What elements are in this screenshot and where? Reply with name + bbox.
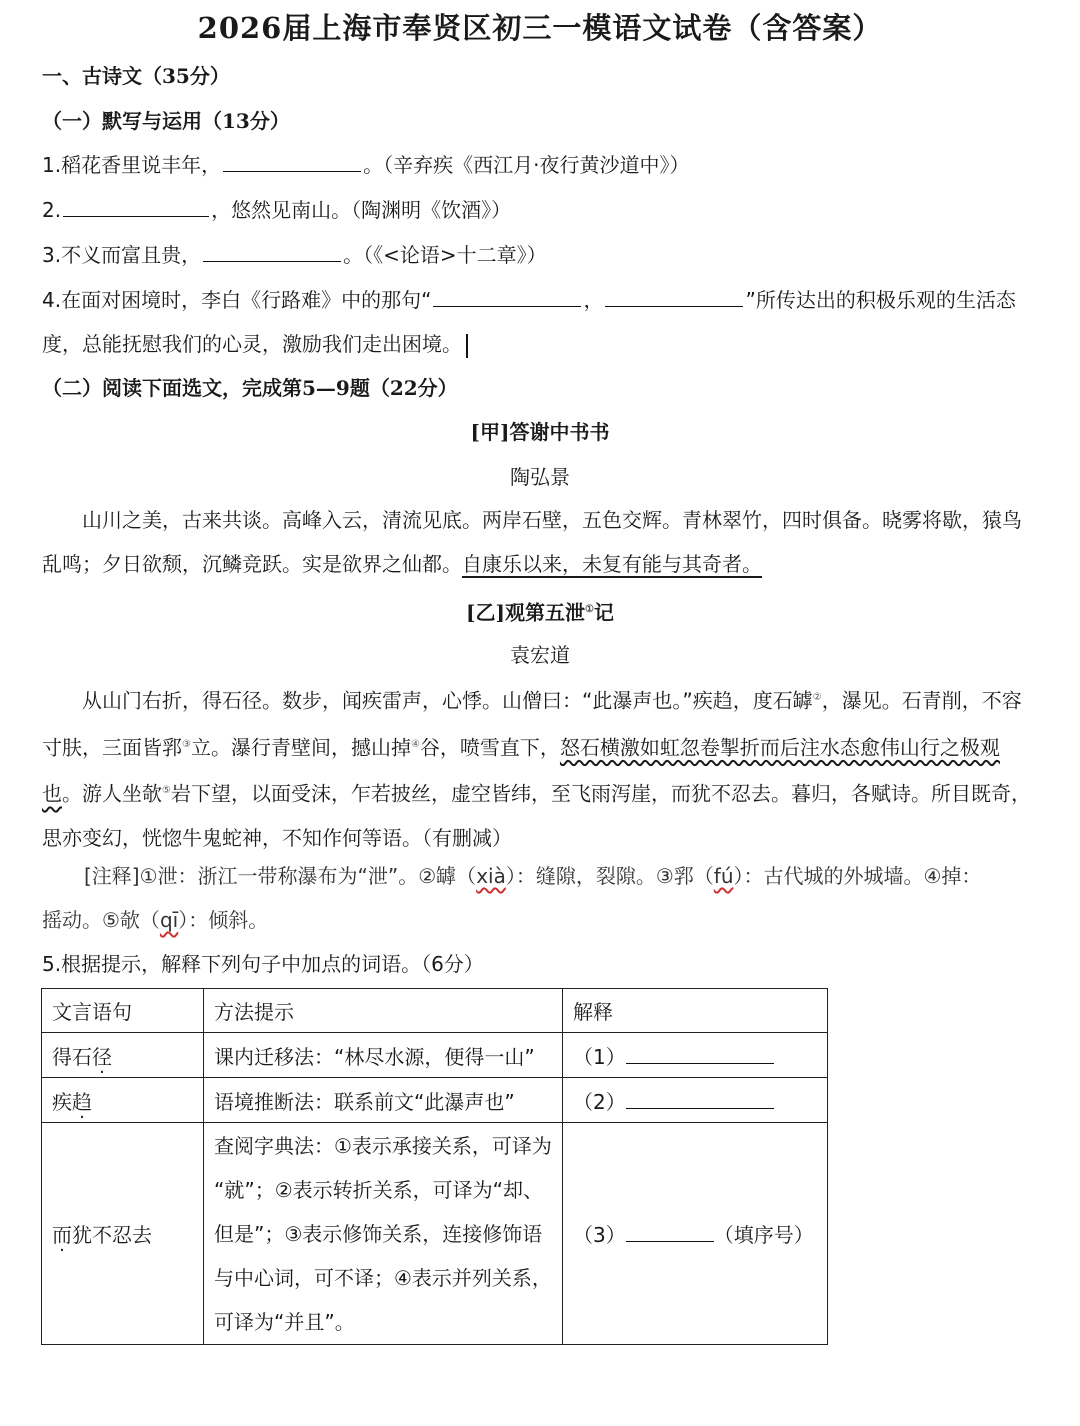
question-4-text-cont: ”所传达出的积极乐观的生活态 <box>745 288 1016 312</box>
table-cell: 课内迁移法：“林尽水源，便得一山” <box>204 1033 563 1078</box>
text-b-title <box>0 596 1080 627</box>
annotation-line-1 <box>84 862 981 890</box>
cell-text: 犹不忍去 <box>72 1223 152 1247</box>
table-cell <box>563 1033 828 1078</box>
text-b-part: ，瀑见。石青削，不容寸肤，三面皆郛 <box>42 688 1022 760</box>
annotation-text: [注释]①泄：浙江一带称瀑布为“泄”。②罅（ <box>84 864 477 888</box>
text-b-author: 袁宏道 <box>510 643 570 667</box>
footnote-marker: ④ <box>410 738 420 750</box>
exam-title: 2026届上海市奉贤区初三一模语文试卷（含答案） <box>197 11 883 45</box>
dotted-word: 趋 <box>72 1089 92 1114</box>
cell-hint: （填序号） <box>713 1223 814 1247</box>
cell-number: （2） <box>573 1089 626 1114</box>
text-b-wavy-sentence: 怒石横激如虹忽卷掣折而后注水态愈伟山行之极观也 <box>42 735 1000 806</box>
table-cell <box>42 1078 204 1123</box>
text-b-part: 岩下望，以面受沫，乍若披丝，虚空皆纬，至飞雨泻崖，而犹不忍去。暮归，各赋诗。所目既奇，思亦变幻，恍惚牛鬼蛇神，不知作何等语。（有删减） <box>42 781 1031 850</box>
answer-blank[interactable] <box>223 151 361 172</box>
text-a-title: [甲]答谢中书书 <box>470 420 610 444</box>
table-cell <box>204 1123 563 1345</box>
text-b-part: 立。瀑行青壁间，撼山掉 <box>190 735 411 760</box>
text-b-part: 谷，喷雪直下， <box>419 735 560 760</box>
cell-text: 得石 <box>52 1044 92 1069</box>
hint-line: 与中心词，可不译；④表示并列关系， <box>214 1265 552 1290</box>
dotted-word: 径 <box>92 1044 112 1069</box>
question-2-text: ，悠然见南山。（陶渊明《饮酒》） <box>211 198 512 222</box>
text-b-title-main: [乙]观第五泄 <box>466 600 585 625</box>
answer-blank[interactable] <box>433 286 581 307</box>
annotation-text: ）：倾斜。 <box>178 908 269 932</box>
cell-number: （3） <box>573 1223 626 1247</box>
text-a-author: 陶弘景 <box>510 465 570 489</box>
cell-number: （1） <box>573 1044 626 1069</box>
question-1-source: 。（辛弃疾《西江月·夜行黄沙道中》） <box>363 153 690 177</box>
pinyin: fú <box>713 864 734 888</box>
answer-blank[interactable] <box>626 1223 714 1242</box>
question-1-text: 1.稻花香里说丰年， <box>42 153 222 177</box>
section-heading: 一、古诗文（35分） <box>42 64 230 88</box>
annotation-text: ）：缝隙，裂隙。③郛（ <box>505 864 714 888</box>
question-3 <box>42 241 547 269</box>
text-a-body <box>42 498 1037 586</box>
answer-blank[interactable] <box>626 1090 774 1109</box>
pinyin: qī <box>159 908 179 932</box>
answer-blank[interactable] <box>626 1045 774 1064</box>
table-row <box>42 1033 828 1078</box>
pinyin: xià <box>476 864 506 888</box>
answer-blank[interactable] <box>203 241 341 262</box>
text-a-content: 山川之美，古来共谈。高峰入云，清流见底。两岸石壁，五色交辉。青林翠竹，四时俱备。晓雾将歇，猿鸟乱鸣；夕日欲颓，沉鳞竞跃。实是欲界之仙都。 <box>42 508 1022 576</box>
part-heading-1: （一）默写与运用（13分） <box>42 109 290 133</box>
answer-blank[interactable] <box>605 286 743 307</box>
table-cell <box>563 1078 828 1123</box>
question-4-line2-text: 度，总能抚慰我们的心灵，激励我们走出困境。 <box>42 332 462 356</box>
table-cell <box>42 1123 204 1345</box>
text-a-underlined-sentence: 自康乐以来，未复有能与其奇者。 <box>462 552 762 576</box>
text-b-title-end: 记 <box>593 600 614 625</box>
footnote-marker: ⑤ <box>162 785 171 797</box>
table-cell <box>563 1123 828 1345</box>
text-b-part: 从山门右折，得石径。数步，闻疾雷声，心悸。山僧曰：“此瀑声也。”疾趋，度石罅 <box>82 688 813 713</box>
table-cell <box>42 1033 204 1078</box>
text-b-body <box>42 676 1037 860</box>
footnote-marker: ③ <box>182 738 191 750</box>
table-cell: 语境推断法：联系前文“此瀑声也” <box>204 1078 563 1123</box>
question-3-source: 。（《<论语>十二章》） <box>343 243 547 267</box>
annotation-text: ）：古代城的外城墙。④掉： <box>733 864 982 888</box>
dotted-word: 而 <box>52 1223 72 1247</box>
annotation-line-2 <box>42 906 268 934</box>
footnote-marker: ② <box>812 692 822 703</box>
footnote-marker: ① <box>584 604 594 615</box>
question-4-line2 <box>42 330 468 358</box>
hint-line: 可译为“并且”。 <box>214 1309 355 1334</box>
table-header: 方法提示 <box>204 989 563 1033</box>
text-cursor <box>466 334 468 358</box>
hint-line: 但是”；③表示修饰关系，连接修饰语 <box>214 1221 543 1246</box>
question-3-text: 3.不义而富且贵， <box>42 243 202 267</box>
question-1 <box>42 151 689 179</box>
table-header: 解释 <box>563 989 828 1033</box>
annotation-text: 摇动。⑤欹（ <box>42 908 160 932</box>
question-2 <box>42 196 511 224</box>
table-row <box>42 1078 828 1123</box>
text-b-part: 。游人坐欹 <box>62 781 162 806</box>
table-header: 文言语句 <box>42 989 204 1033</box>
table-header-row <box>42 989 828 1033</box>
cell-text: 疾 <box>52 1089 72 1114</box>
question-5-table <box>41 988 828 1345</box>
answer-blank[interactable] <box>63 196 209 217</box>
question-2-number: 2. <box>42 198 62 222</box>
part-heading-2: （二）阅读下面选文，完成第5—9题（22分） <box>42 376 458 400</box>
question-4-text: 4.在面对困境时，李白《行路难》中的那句“ <box>42 288 432 312</box>
question-4 <box>42 286 1016 314</box>
hint-line: “就”；②表示转折关系，可译为“却、 <box>214 1177 544 1202</box>
question-5: 5.根据提示，解释下列句子中加点的词语。（6分） <box>42 952 484 976</box>
table-row <box>42 1123 828 1345</box>
question-4-comma: ， <box>583 288 604 312</box>
hint-line: 查阅字典法：①表示承接关系，可译为 <box>214 1133 552 1158</box>
